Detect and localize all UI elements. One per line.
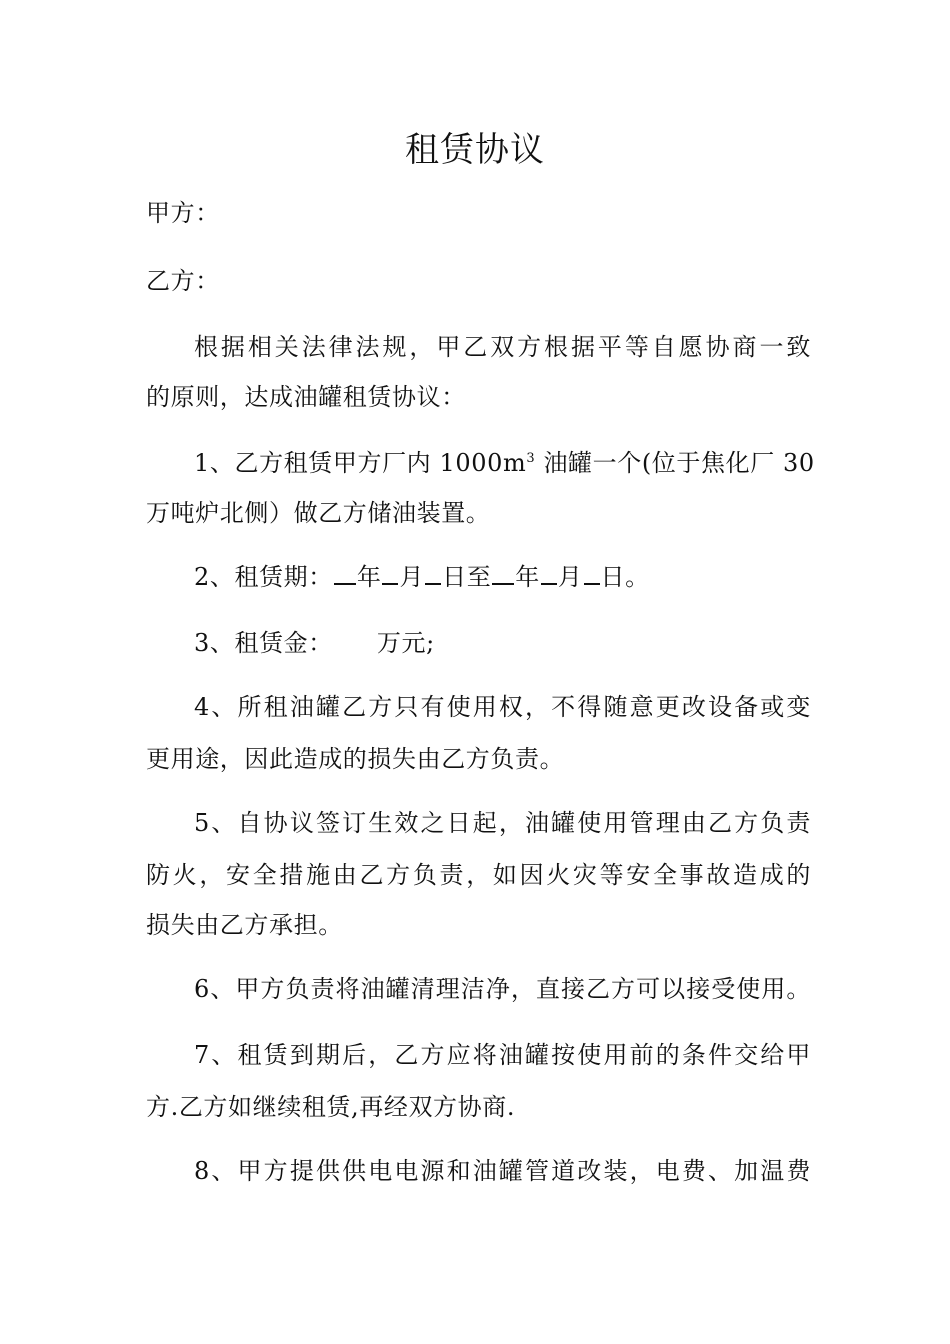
blank-month-2 xyxy=(541,561,557,585)
clause-1-line-1 xyxy=(194,446,815,480)
clause-2-day-to: 日至 xyxy=(442,563,492,591)
clause-2-month-1: 月 xyxy=(399,563,425,591)
blank-day-2 xyxy=(584,561,600,585)
clause-7-line-2: 方.乙方如继续租赁,再经双方协商. xyxy=(146,1093,516,1121)
clause-8-line-1: 8、甲方提供供电电源和油罐管道改装，电费、加温费 xyxy=(194,1157,811,1185)
clause-3-suffix: 万元; xyxy=(376,629,435,657)
clause-1-line-2: 万吨炉北侧）做乙方储油装置。 xyxy=(146,499,491,527)
clause-1-superscript: 3 xyxy=(526,451,536,466)
party-b-label: 乙方： xyxy=(146,267,220,295)
clause-7-line-1: 7、租赁到期后，乙方应将油罐按使用前的条件交给甲 xyxy=(194,1041,811,1069)
clause-2-line xyxy=(194,560,811,594)
clause-4-line-2: 更用途，因此造成的损失由乙方负责。 xyxy=(146,745,565,773)
clause-1-suffix: 油罐一个(位于焦化厂 30 xyxy=(535,449,815,477)
blank-year-1 xyxy=(334,561,356,585)
blank-day-1 xyxy=(425,561,441,585)
clause-6-line-1: 6、甲方负责将油罐清理洁净，直接乙方可以接受使用。 xyxy=(194,975,811,1003)
clause-4-line-1: 4、所租油罐乙方只有使用权，不得随意更改设备或变 xyxy=(194,693,811,721)
clause-3-prefix: 3、租赁金： xyxy=(194,629,333,657)
clause-3-line xyxy=(194,626,811,660)
intro-line-1: 根据相关法律法规，甲乙双方根据平等自愿协商一致 xyxy=(194,333,811,361)
clause-5-line-2: 防火，安全措施由乙方负责，如因火灾等安全事故造成的 xyxy=(146,861,811,889)
intro-line-2: 的原则，达成油罐租赁协议： xyxy=(146,383,466,411)
clause-2-prefix: 2、租赁期： xyxy=(194,563,333,591)
clause-2-year-1: 年 xyxy=(356,563,382,591)
party-a-label: 甲方： xyxy=(146,199,220,227)
clause-5-line-3: 损失由乙方承担。 xyxy=(146,911,343,939)
blank-month-1 xyxy=(382,561,398,585)
document-title: 租赁协议 xyxy=(405,130,545,170)
clause-2-year-2: 年 xyxy=(515,563,540,591)
clause-2-month-2: 月 xyxy=(557,563,583,591)
clause-1-prefix: 1、乙方租赁甲方厂内 1000m xyxy=(194,449,527,477)
clause-5-line-1: 5、自协议签订生效之日起，油罐使用管理由乙方负责 xyxy=(194,809,811,837)
blank-year-2 xyxy=(492,561,514,585)
clause-2-day-end: 日。 xyxy=(600,563,650,591)
